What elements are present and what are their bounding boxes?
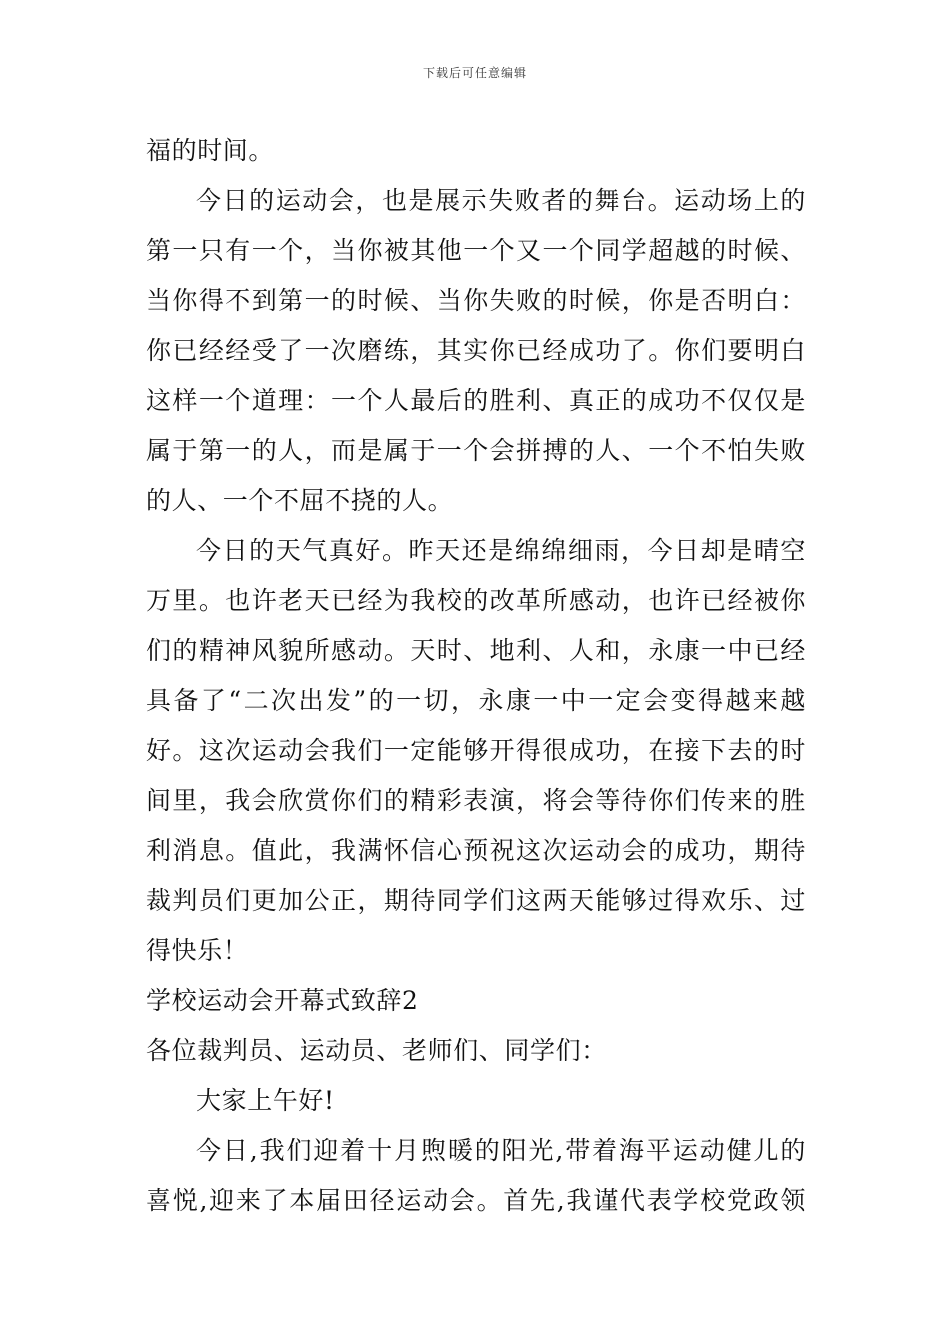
text-line: 喜悦,迎来了本届田径运动会。首先,我谨代表学校党政领 [146,1186,806,1215]
text-line: 各位裁判员、运动员、老师们、同学们： [146,1036,607,1065]
text-line: 具备了“二次出发”的一切，永康一中一定会变得越来越 [146,686,806,715]
text-line: 属于第一的人，而是属于一个会拼搏的人、一个不怕失败 [146,436,806,465]
text-line: 裁判员们更加公正，期待同学们这两天能够过得欢乐、过 [146,886,806,915]
text-line: 们的精神风貌所感动。天时、地利、人和，永康一中已经 [146,636,806,665]
text-line: 福的时间。 [146,136,275,165]
greeting [146,1076,806,1126]
text-line: 间里，我会欣赏你们的精彩表演，将会等待你们传来的胜 [146,786,806,815]
text-line: 你已经经受了一次磨练，其实你已经成功了。你们要明白 [146,336,806,365]
text-line: 这样一个道理：一个人最后的胜利、真正的成功不仅仅是 [146,386,806,415]
paragraph [146,526,806,976]
text-line: 学校运动会开幕式致辞2 [146,986,419,1015]
text-line: 今日的运动会，也是展示失败者的舞台。运动场上的 [196,186,806,215]
text-line: 今日的天气真好。昨天还是绵绵细雨，今日却是晴空 [196,536,806,565]
text-line: 今日,我们迎着十月煦暖的阳光,带着海平运动健儿的 [196,1136,806,1165]
text-line: 的人、一个不屈不挠的人。 [146,486,454,515]
text-line: 得快乐！ [146,936,249,965]
page-header: 下载后可任意编辑 [422,66,527,80]
paragraph [146,176,806,526]
text-line: 利消息。值此，我满怀信心预祝这次运动会的成功，期待 [146,836,806,865]
text-line: 好。这次运动会我们一定能够开得很成功，在接下去的时 [146,736,806,765]
text-line: 当你得不到第一的时候、当你失败的时候，你是否明白： [146,286,806,315]
paragraph [146,126,806,176]
text-line: 大家上午好! [196,1086,335,1115]
text-line: 万里。也许老天已经为我校的改革所感动，也许已经被你 [146,586,806,615]
paragraph [146,1126,806,1226]
section-title [146,976,806,1026]
text-line: 第一只有一个，当你被其他一个又一个同学超越的时候、 [146,236,806,265]
document-body [146,126,806,1226]
salutation [146,1026,806,1076]
